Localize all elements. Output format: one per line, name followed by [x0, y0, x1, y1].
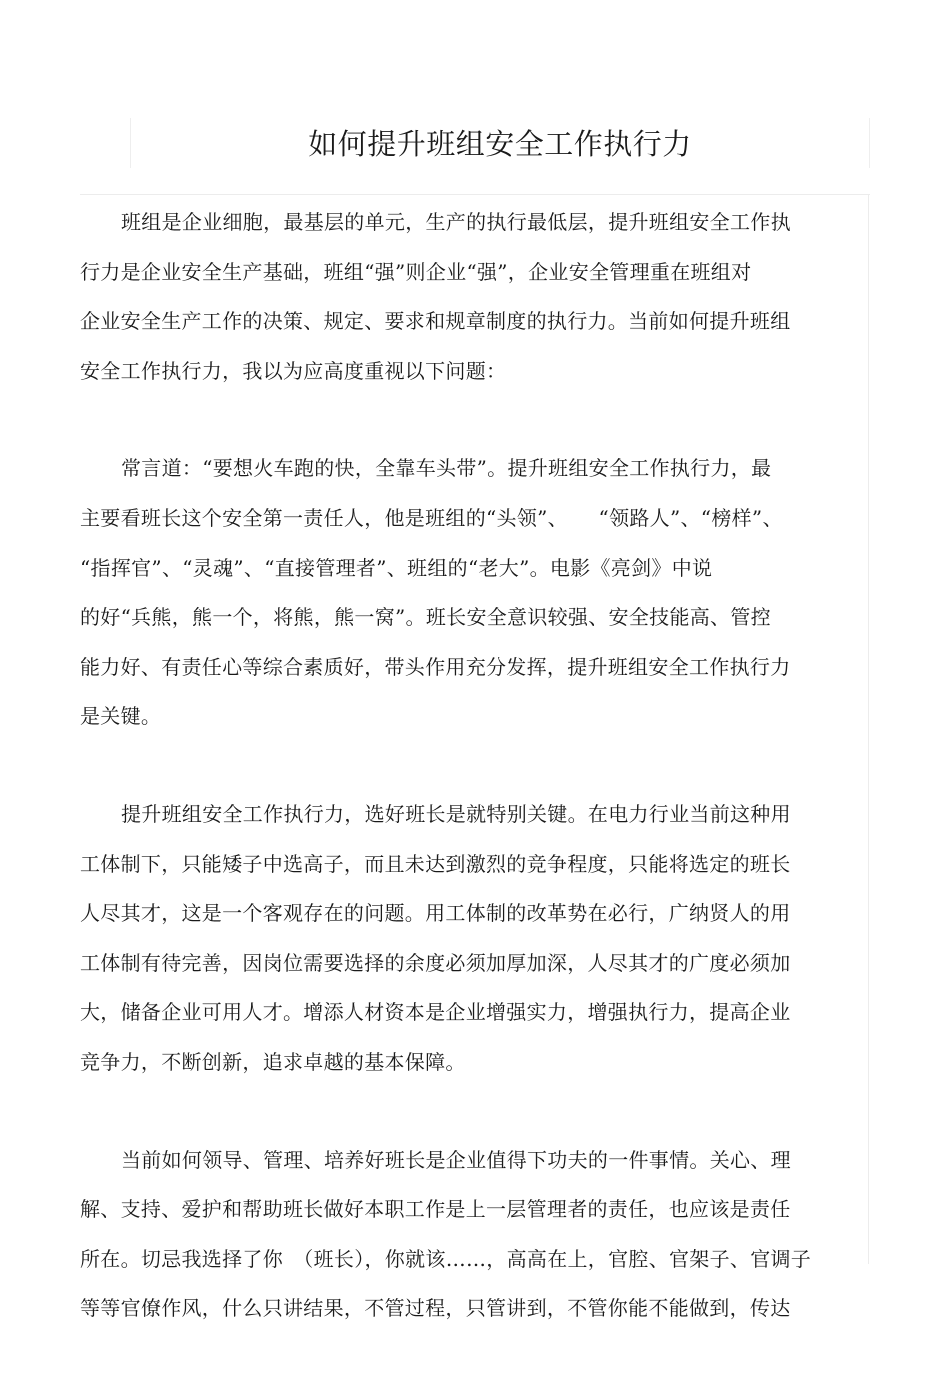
paragraph-line: 等等官僚作风，什么只讲结果，不管过程，只管讲到，不管你能不能做到，传达 [80, 1296, 791, 1321]
paragraph-line: 的好“兵熊，熊一个，将熊，熊一窝”。班长安全意识较强、安全技能高、管控 [80, 605, 771, 630]
paragraph-4 [80, 1136, 870, 1334]
paragraph-line: 常言道：“要想火车跑的快，全靠车头带”。提升班组安全工作执行力，最 [121, 456, 772, 481]
paragraph-line: 主要看班长这个安全第一责任人，他是班组的“头领”、 “领路人”、“榜样”、 [80, 505, 783, 530]
paragraph-line: 所在。切忌我选择了你 （班长），你就该……，高高在上，官腔、官架子、官调子 [80, 1246, 812, 1271]
paragraph-2 [80, 444, 870, 742]
paragraph-line: 行力是企业安全生产基础，班组“强”则企业“强”，企业安全管理重在班组对 [80, 259, 752, 284]
paragraph-line: 提升班组安全工作执行力，选好班长是就特别关键。在电力行业当前这种用 [121, 801, 791, 826]
paragraph-line: 解、支持、爱护和帮助班长做好本职工作是上一层管理者的责任，也应该是责任 [80, 1197, 791, 1222]
paragraph-3 [80, 790, 870, 1088]
paragraph-line: 企业安全生产工作的决策、规定、要求和规章制度的执行力。当前如何提升班组 [80, 309, 791, 334]
paragraph-line: 安全工作执行力，我以为应高度重视以下问题： [80, 358, 507, 383]
paragraph-line: 班组是企业细胞，最基层的单元，生产的执行最低层，提升班组安全工作执 [121, 210, 791, 234]
paragraph-line: 大，储备企业可用人才。增添人材资本是企业增强实力，增强执行力，提高企业 [80, 1000, 791, 1025]
paragraph-line: 工体制有待完善，因岗位需要选择的余度必须加厚加深，人尽其才的广度必须加 [80, 950, 791, 975]
paragraph-line: 竞争力，不断创新，追求卓越的基本保障。 [80, 1049, 466, 1074]
paragraph-line: 当前如何领导、管理、培养好班长是企业值得下功夫的一件事情。关心、理 [121, 1147, 791, 1172]
paragraph-1 [80, 198, 870, 396]
paragraph-line: “指挥官”、“灵魂”、“直接管理者”、班组的“老大”。电影《亮剑》中说 [80, 555, 713, 580]
paragraph-line: 工体制下，只能矮子中选高子，而且未达到激烈的竞争程度，只能将选定的班长 [80, 851, 791, 876]
title-divider [80, 194, 870, 195]
document-title: 如何提升班组安全工作执行力 [308, 127, 692, 161]
title-box [130, 118, 870, 168]
paragraph-line: 是关键。 [80, 704, 162, 729]
paragraph-line: 人尽其才，这是一个客观存在的问题。用工体制的改革势在必行，广纳贤人的用 [80, 901, 791, 926]
paragraph-line: 能力好、有责任心等综合素质好，带头作用充分发挥，提升班组安全工作执行力 [80, 654, 791, 679]
document-body [80, 198, 870, 1382]
